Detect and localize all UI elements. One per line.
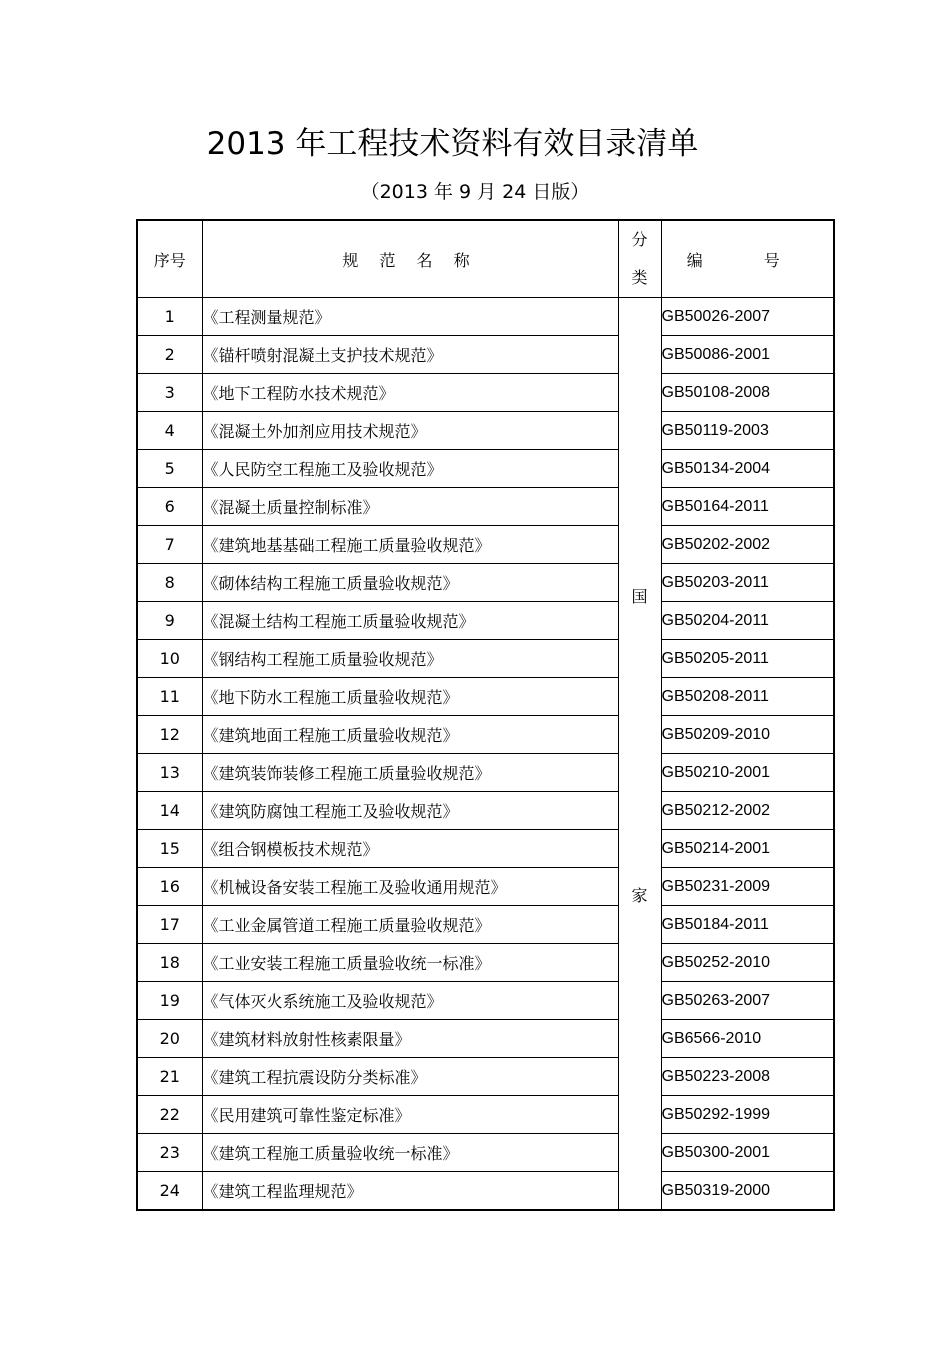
standard-code: GB50205-2011 — [661, 640, 834, 678]
standard-name: 《建筑地面工程施工质量验收规范》 — [202, 716, 618, 754]
standard-code: GB50204-2011 — [661, 602, 834, 640]
row-number: 8 — [137, 564, 202, 602]
row-number: 5 — [137, 450, 202, 488]
table-row — [137, 374, 834, 412]
standard-code: GB50319-2000 — [661, 1172, 834, 1211]
header-code — [661, 220, 834, 298]
standard-code: GB50184-2011 — [661, 906, 834, 944]
standard-code: GB50210-2001 — [661, 754, 834, 792]
table-row — [137, 526, 834, 564]
table-row — [137, 602, 834, 640]
header-category — [618, 220, 661, 298]
header-name-label: 规 范 名 称 — [342, 250, 478, 270]
standard-code: GB50119-2003 — [661, 412, 834, 450]
table-body — [137, 298, 834, 1211]
standards-table — [136, 219, 835, 1211]
standard-name: 《建筑工程抗震设防分类标准》 — [202, 1058, 618, 1096]
standard-code: GB50208-2011 — [661, 678, 834, 716]
row-number: 16 — [137, 868, 202, 906]
standard-name: 《混凝土结构工程施工质量验收规范》 — [202, 602, 618, 640]
row-number: 2 — [137, 336, 202, 374]
table-row — [137, 944, 834, 982]
table-row — [137, 1058, 834, 1096]
header-category-bottom: 类 — [631, 268, 648, 287]
table-row — [137, 754, 834, 792]
standard-code: GB50263-2007 — [661, 982, 834, 1020]
row-number: 14 — [137, 792, 202, 830]
row-number: 12 — [137, 716, 202, 754]
standard-name: 《气体灭火系统施工及验收规范》 — [202, 982, 618, 1020]
row-number: 19 — [137, 982, 202, 1020]
table-row — [137, 716, 834, 754]
standard-name: 《混凝土质量控制标准》 — [202, 488, 618, 526]
table-row — [137, 830, 834, 868]
table-row — [137, 488, 834, 526]
standard-name: 《工业安装工程施工质量验收统一标准》 — [202, 944, 618, 982]
row-number: 21 — [137, 1058, 202, 1096]
standard-code: GB6566-2010 — [661, 1020, 834, 1058]
table-row — [137, 1096, 834, 1134]
document-subtitle: （2013 年 9 月 24 日版） — [360, 181, 590, 203]
row-number: 18 — [137, 944, 202, 982]
table-row — [137, 412, 834, 450]
header-name — [202, 220, 618, 298]
standard-code: GB50292-1999 — [661, 1096, 834, 1134]
header-code-label: 编 号 — [686, 250, 808, 270]
row-number: 3 — [137, 374, 202, 412]
standard-name: 《建筑材料放射性核素限量》 — [202, 1020, 618, 1058]
standard-name: 《组合钢模板技术规范》 — [202, 830, 618, 868]
standard-name: 《建筑装饰装修工程施工质量验收规范》 — [202, 754, 618, 792]
standard-name: 《工程测量规范》 — [202, 298, 618, 336]
standard-name: 《混凝土外加剂应用技术规范》 — [202, 412, 618, 450]
table-header-row — [137, 220, 834, 298]
row-number: 9 — [137, 602, 202, 640]
header-category-top: 分 — [631, 230, 648, 249]
table-row — [137, 336, 834, 374]
standard-code: GB50223-2008 — [661, 1058, 834, 1096]
row-number: 4 — [137, 412, 202, 450]
standard-code: GB50026-2007 — [661, 298, 834, 336]
standard-name: 《建筑防腐蚀工程施工及验收规范》 — [202, 792, 618, 830]
row-number: 13 — [137, 754, 202, 792]
table-row — [137, 868, 834, 906]
standard-name: 《民用建筑可靠性鉴定标准》 — [202, 1096, 618, 1134]
standard-code: GB50231-2009 — [661, 868, 834, 906]
table-row — [137, 1172, 834, 1211]
row-number: 22 — [137, 1096, 202, 1134]
standard-code: GB50212-2002 — [661, 792, 834, 830]
row-number: 24 — [137, 1172, 202, 1211]
row-number: 10 — [137, 640, 202, 678]
standard-name: 《机械设备安装工程施工及验收通用规范》 — [202, 868, 618, 906]
category-char-2: 家 — [631, 886, 648, 905]
row-number: 20 — [137, 1020, 202, 1058]
standard-code: GB50209-2010 — [661, 716, 834, 754]
table-row — [137, 450, 834, 488]
standard-code: GB50203-2011 — [661, 564, 834, 602]
row-number: 1 — [137, 298, 202, 336]
standard-code: GB50164-2011 — [661, 488, 834, 526]
table-row — [137, 678, 834, 716]
standard-name: 《人民防空工程施工及验收规范》 — [202, 450, 618, 488]
table-row — [137, 1020, 834, 1058]
standard-code: GB50134-2004 — [661, 450, 834, 488]
row-number: 15 — [137, 830, 202, 868]
standard-code: GB50252-2010 — [661, 944, 834, 982]
standard-name: 《锚杆喷射混凝土支护技术规范》 — [202, 336, 618, 374]
standard-name: 《地下防水工程施工质量验收规范》 — [202, 678, 618, 716]
document-title: 2013 年工程技术资料有效目录清单 — [206, 126, 699, 162]
standard-code: GB50108-2008 — [661, 374, 834, 412]
row-number: 7 — [137, 526, 202, 564]
standard-code: GB50300-2001 — [661, 1134, 834, 1172]
standard-name: 《建筑工程施工质量验收统一标准》 — [202, 1134, 618, 1172]
table-row — [137, 1134, 834, 1172]
standard-name: 《砌体结构工程施工质量验收规范》 — [202, 564, 618, 602]
row-number: 23 — [137, 1134, 202, 1172]
standard-name: 《工业金属管道工程施工质量验收规范》 — [202, 906, 618, 944]
table-row — [137, 792, 834, 830]
table-row — [137, 640, 834, 678]
table-row — [137, 906, 834, 944]
header-no: 序号 — [137, 220, 202, 298]
row-number: 17 — [137, 906, 202, 944]
category-cell — [618, 298, 661, 1211]
table-row — [137, 982, 834, 1020]
standard-name: 《地下工程防水技术规范》 — [202, 374, 618, 412]
standard-name: 《建筑地基基础工程施工质量验收规范》 — [202, 526, 618, 564]
standard-code: GB50202-2002 — [661, 526, 834, 564]
standard-code: GB50086-2001 — [661, 336, 834, 374]
row-number: 11 — [137, 678, 202, 716]
standard-name: 《建筑工程监理规范》 — [202, 1172, 618, 1211]
table-row — [137, 564, 834, 602]
table-row — [137, 298, 834, 336]
standard-name: 《钢结构工程施工质量验收规范》 — [202, 640, 618, 678]
row-number: 6 — [137, 488, 202, 526]
standard-code: GB50214-2001 — [661, 830, 834, 868]
category-char-1: 国 — [631, 587, 648, 606]
